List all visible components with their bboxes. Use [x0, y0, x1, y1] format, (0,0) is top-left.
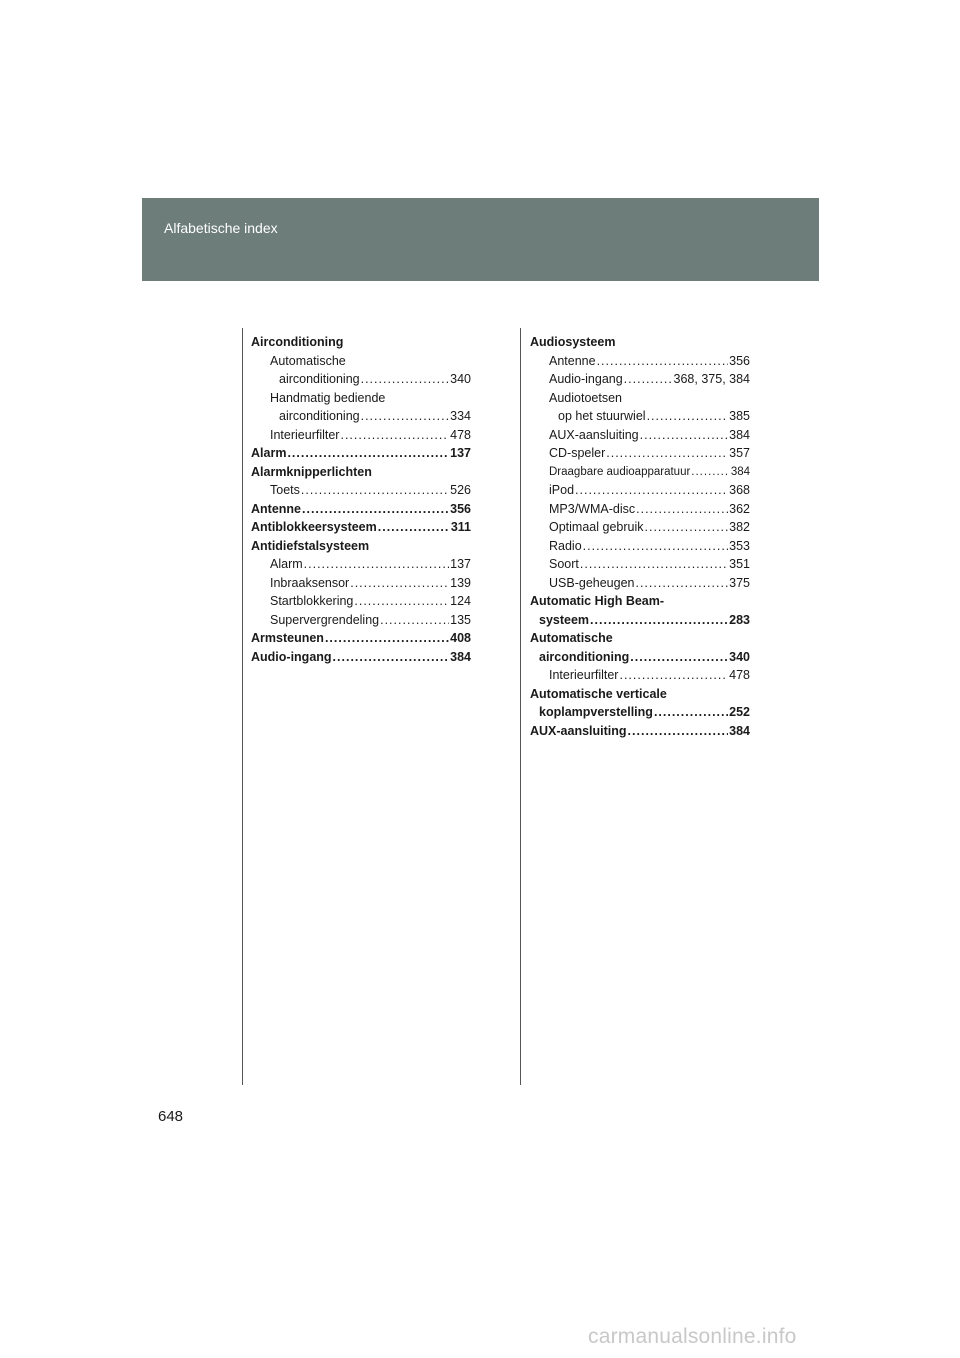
entry-label: USB-geheugen: [549, 575, 635, 590]
index-heading: Automatic High Beam-: [530, 594, 665, 608]
entry-page: 526: [450, 483, 471, 497]
entry-label: Armsteunen: [251, 631, 324, 645]
entry-page: 356: [450, 501, 471, 516]
entry-label: Antiblokkeersysteem: [251, 520, 377, 534]
entry-label: AUX-aansluiting: [530, 723, 627, 738]
entry-label: Toets: [270, 483, 300, 497]
index-column-2: [530, 333, 750, 740]
index-entry: [251, 426, 471, 445]
entry-page: 478: [729, 668, 750, 682]
index-subentry: Automatische: [270, 353, 346, 368]
index-entry: [530, 703, 750, 722]
index-heading: Automatische verticale: [530, 686, 667, 701]
index-subentry: Handmatig bediende: [270, 390, 386, 405]
entry-label: AUX-aansluiting: [549, 427, 639, 442]
index-entry: [251, 592, 471, 611]
index-entry: [251, 444, 471, 463]
entry-label: airconditioning: [279, 409, 360, 423]
entry-label: Antenne: [549, 353, 596, 368]
entry-page: 340: [729, 649, 750, 664]
entry-page: 137: [450, 557, 471, 571]
index-heading: Audiosysteem: [530, 335, 616, 349]
index-entry: [530, 611, 750, 630]
entry-page: 368, 375, 384: [673, 372, 750, 386]
index-entry: [530, 666, 750, 685]
index-entry: [251, 500, 471, 519]
index-entry: [251, 518, 471, 537]
entry-label: Alarm: [270, 557, 303, 571]
entry-page: 408: [450, 631, 471, 645]
entry-page: 384: [729, 723, 750, 738]
entry-label: CD-speler: [549, 446, 606, 460]
index-entry: [530, 722, 750, 741]
watermark: carmanualsonline.info: [588, 1325, 797, 1348]
index-subentry: Audiotoetsen: [549, 390, 622, 405]
entry-page: 311: [450, 520, 471, 534]
index-heading: Automatische: [530, 631, 613, 645]
index-entry: [251, 481, 471, 500]
entry-label: Draagbare audioapparatuur: [549, 465, 691, 478]
entry-page: 334: [450, 409, 471, 423]
entry-page: 356: [729, 353, 750, 368]
entry-page: 382: [729, 520, 750, 534]
index-heading: Alarmknipperlichten: [251, 464, 372, 479]
entry-page: 124: [450, 594, 471, 608]
entry-label: Supervergrendeling: [270, 612, 380, 627]
entry-page: 283: [729, 612, 750, 627]
index-entry: [251, 611, 471, 630]
index-entry: [530, 370, 750, 389]
entry-label: Inbraaksensor: [270, 575, 350, 590]
entry-page: 252: [729, 705, 750, 719]
entry-label: Antenne: [251, 501, 301, 516]
entry-page: 385: [729, 409, 750, 423]
entry-page: 384: [730, 465, 750, 478]
column-rule-right: [520, 328, 521, 1085]
entry-label: koplampverstelling: [539, 705, 653, 719]
entry-label: Audio-ingang: [251, 649, 332, 664]
index-entry: [530, 518, 750, 537]
index-entry: [251, 629, 471, 648]
index-heading: Antidiefstalsysteem: [251, 538, 370, 553]
entry-page: 357: [729, 446, 750, 460]
index-entry: [530, 500, 750, 519]
index-entry: [530, 537, 750, 556]
entry-page: 478: [450, 427, 471, 442]
entry-label: airconditioning: [279, 372, 360, 386]
entry-label: airconditioning: [539, 649, 630, 664]
entry-label: Alarm: [251, 446, 287, 460]
column-rule-left: [242, 328, 243, 1085]
entry-label: Interieurfilter: [549, 668, 619, 682]
index-heading: Airconditioning: [251, 335, 344, 349]
entry-page: 362: [729, 501, 750, 516]
section-title: Alfabetische index: [164, 220, 278, 236]
entry-page: 351: [729, 557, 750, 571]
entry-label: systeem: [539, 612, 590, 627]
entry-label: Soort: [549, 557, 579, 571]
index-entry: [251, 555, 471, 574]
entry-label: Audio-ingang: [549, 372, 623, 386]
entry-page: 384: [729, 427, 750, 442]
index-column-1: [251, 333, 471, 666]
index-entry: [251, 574, 471, 593]
entry-page: 137: [450, 446, 471, 460]
index-entry: [530, 555, 750, 574]
entry-label: Radio: [549, 538, 582, 553]
entry-page: 135: [450, 612, 471, 627]
index-entry: [530, 407, 750, 426]
section-header-bar: [142, 198, 819, 281]
index-entry: [530, 648, 750, 667]
index-entry: [530, 426, 750, 445]
entry-label: Optimaal gebruik: [549, 520, 644, 534]
entry-label: Startblokkering: [270, 594, 354, 608]
entry-page: 353: [729, 538, 750, 553]
entry-label: MP3/WMA-disc: [549, 501, 636, 516]
entry-page: 139: [450, 575, 471, 590]
index-entry: [530, 574, 750, 593]
index-entry: [530, 463, 750, 482]
entry-label: op het stuurwiel: [558, 409, 646, 423]
index-entry: [251, 648, 471, 667]
index-entry: [530, 352, 750, 371]
entry-page: 384: [450, 649, 471, 664]
entry-page: 340: [450, 372, 471, 386]
index-entry: [251, 407, 471, 426]
entry-page: 368: [729, 483, 750, 497]
entry-label: Interieurfilter: [270, 427, 340, 442]
index-entry: [530, 444, 750, 463]
entry-page: 375: [729, 575, 750, 590]
page-number: 648: [158, 1108, 184, 1125]
index-entry: [530, 481, 750, 500]
index-entry: [251, 370, 471, 389]
entry-label: iPod: [549, 483, 575, 497]
